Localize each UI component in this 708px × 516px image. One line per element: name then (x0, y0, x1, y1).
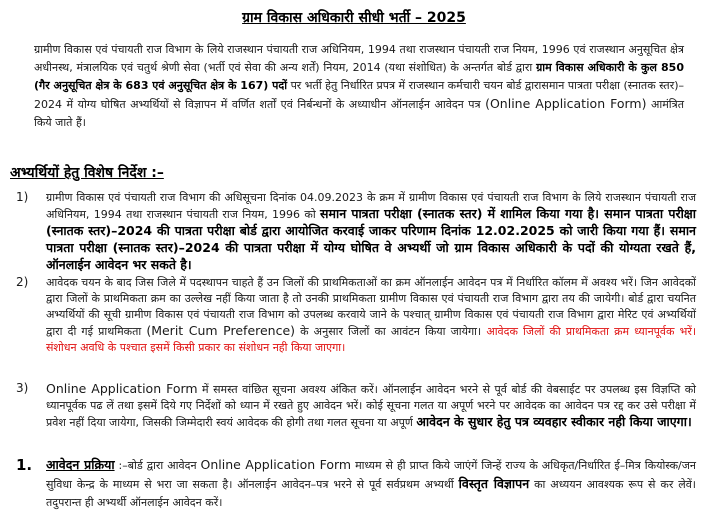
instruction-item-2 (10, 275, 700, 356)
item-2-text: आवेदक चयन के बाद जिस जिले में पदस्थापन चाहते हैं उन जिलों की प्राथमिकताओं का क्रम ऑनलाईन आवेदन पत्र में निर्धारित कॉलम में अवश्य भरें। जिन आवेदकों द्वारा जिलों के प्राथमिकता क्रम का उल्लेख नहीं किया जाता है तो उनकी प्राथमिकता ग्रामीण विकास एवं पंचायती राज विभाग द्वारा तय की जायेगी। बोर्ड द्वारा चयनित अभ्यर्थियों की सूची ग्रामीण विकास एवं पंचायती राज विभाग को उपलब्ध करवाये जाने के पश्चात् ग्रामीण विकास एवं पंचायती राज विभाग द्वारा मेरिट एवं अभ्यर्थियों द्वारा दी गई प्राथमिकता (46, 276, 696, 338)
page-title-text: ग्राम विकास अधिकारी सीधी भर्ती – 2025 (242, 10, 466, 26)
section-text-2: माध्यम से ही प्राप्त किये जाएंगें जिन्हें राज्य के अधिकृत/निर्धारित ई–मित्र कियोस्क/जन सुविधा केन्द्र के माध्यम से भरा जा सकता है। ऑनलाईन आवेदन–पत्र भरने से पूर्व सर्वप्रथम अभ्यर्थी (46, 459, 697, 491)
section-detailed-advertisement: विस्तृत विज्ञापन (458, 476, 530, 491)
item-number: 3) (16, 381, 29, 395)
instruction-item-1 (10, 190, 700, 274)
section-online-form: Online Application Form (200, 457, 352, 472)
intro-text-2: पर भर्ती हेतु निर्धारित प्रपत्र में राजस्थान कर्मचारी चयन बोर्ड द्वारासमान पात्रता परीक्षा (स्नातक स्तर)– 2024 में योग्य घोषित अभ्यर्थियों से विज्ञापन में वर्णित शर्तों एवं निर्बन्धनों के अध्याधीन ऑनलाईन आवेदन पत्र (34, 79, 684, 111)
item-2-red-warning: आवेदक जिलों की प्राथमिकता क्रम ध्यानपूर्वक भरें। संशोधन अवधि के पश्चात इसमें किसी प्रकार का संशोधन नही किया जाएगा। (46, 325, 696, 354)
intro-text-3: आमंत्रित किये जाते हैं। (34, 98, 684, 129)
instructions-heading: अभ्यर्थियों हेतु विशेष निर्देश :– (10, 165, 164, 181)
intro-paragraph (34, 41, 684, 132)
section-number: 1. (16, 456, 33, 474)
item-number: 2) (16, 275, 29, 289)
item-text (46, 381, 696, 431)
intro-post-count: ग्राम विकास अधिकारी के कुल 850 (गैर अनुसूचित क्षेत्र के 683 एवं अनुसूचित क्षेत्र के 167) पदों (34, 61, 684, 92)
intro-text-1: ग्रामीण विकास एवं पंचायती राज विभाग के लिये राजस्थान पंचायती राज अधिनियम, 1994 तथा राजस्थान पंचायती राज नियम, 1996 एवं राजस्थान अनुसूचित क्षेत्र अधीनस्थ, मंत्रालयिक एवं चतुर्थ श्रेणी सेवा (भर्ती एवं सेवा की अन्य शर्तें) नियम, 2014 (यथा संशोधित) के अन्तर्गत बोर्ड द्वारा (34, 43, 684, 74)
item-2-text-2: के अनुसार जिलों का आवंटन किया जायेगा। (295, 325, 487, 338)
page-title (0, 8, 708, 27)
item-2-merit-cum-preference: (Merit Cum Preference) (146, 323, 296, 338)
section-text (46, 456, 696, 512)
item-text (46, 190, 696, 274)
item-3-text: में समस्त वांछित सूचना अवश्य अंकित करें। ऑनलाईन आवेदन भरने से पूर्व बोर्ड की वेबसाईट पर उपलब्ध इस विज्ञप्ति को ध्यानपूर्वक पढ लें तथा इसमें दिये गए निर्देशों को ध्यान में रखते हुए आवेदन भरें। कोई सूचना गलत या अपूर्ण भरने पर आवेदक का आवेदन पत्र रद्द कर उसे परीक्षा में प्रवेश नहीं दिया जायेगा, जिसकी जिम्मेदारी स्वयं आवेदक की होगी तथा गलत सूचना या अपूर्ण (46, 383, 696, 429)
section-application-process (14, 456, 702, 512)
item-3-bold-text: आवेदन के सुधार हेतु पत्र व्यवहार स्वीकार नही किया जाएगा। (416, 414, 692, 429)
item-1-bold-text: समान पात्रता परीक्षा (स्नातक स्तर) में शामिल किया गया है। समान पात्रता परीक्षा (स्नातक स्तर)–2024 की पात्रता परीक्षा बोर्ड द्वारा आयोजित करवाई जाकर परिणाम दिनांक 12.02.2025 को जारी किया गया हैं। समान पात्रता परीक्षा (स्नातक स्तर)–2024 की पात्रता परीक्षा में योग्य घोषित वे अभ्यर्थी जो ग्राम विकास अधिकारी के पदों की योग्यता रखते हैं, ऑनलाईन आवेदन भर सकते है। (46, 206, 697, 272)
item-text (46, 275, 696, 356)
instruction-item-3 (10, 381, 700, 431)
item-3-online-form: Online Application Form (46, 381, 198, 396)
item-number: 1) (16, 190, 29, 204)
section-text-3: का अध्ययन आवश्यक रूप से कर लेवें। तदुपरान्त ही अभ्यर्थी ऑनलाईन आवेदन करें। (46, 478, 696, 509)
item-1-text: ग्रामीण विकास एवं पंचायती राज विभाग की अधिसूचना दिनांक 04.09.2023 के क्रम में ग्रामीण विकास एवं पंचायती राज विभाग के लिये राजस्थान पंचायती राज अधिनियम, 1994 तथा राजस्थान पंचायती राज नियम, 1996 को (46, 191, 696, 221)
intro-online-form: (Online Application Form) (485, 96, 647, 111)
section-heading: आवेदन प्रक्रिया (46, 457, 115, 472)
section-text-1: :–बोर्ड द्वारा आवेदन (114, 459, 201, 472)
